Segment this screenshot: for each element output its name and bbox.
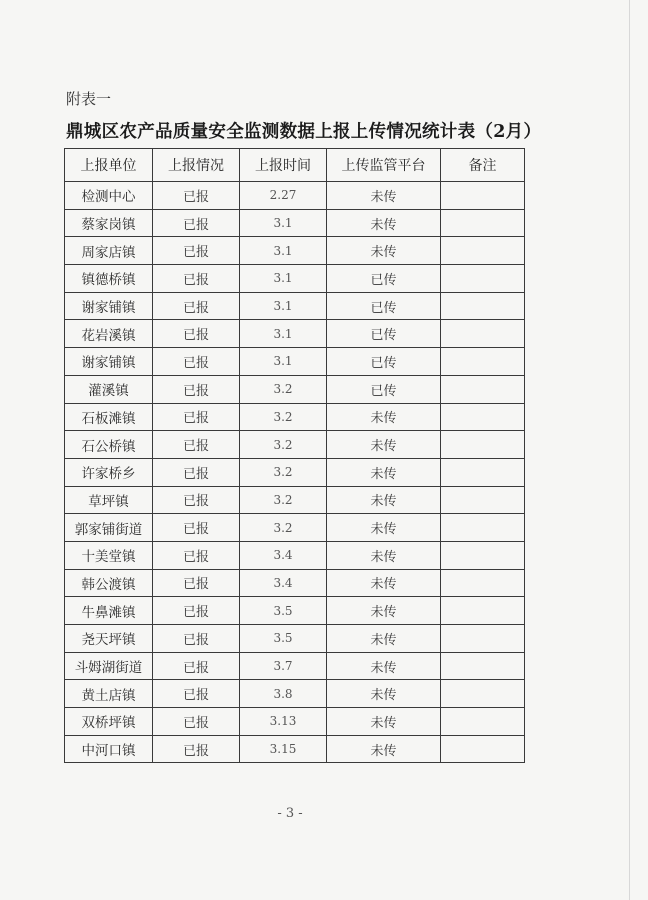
cell-upload-platform: 未传 bbox=[327, 403, 441, 431]
table-row bbox=[65, 569, 525, 597]
cell-upload-platform: 未传 bbox=[327, 735, 441, 763]
cell-report-status: 已报 bbox=[153, 237, 240, 265]
cell-remarks bbox=[441, 652, 525, 680]
cell-report-time: 3.1 bbox=[240, 209, 327, 237]
cell-reporting-unit: 石公桥镇 bbox=[65, 431, 153, 459]
header-report-time: 上报时间 bbox=[240, 149, 327, 182]
cell-reporting-unit: 韩公渡镇 bbox=[65, 569, 153, 597]
cell-report-status: 已报 bbox=[153, 265, 240, 293]
cell-report-time: 3.2 bbox=[240, 458, 327, 486]
cell-report-status: 已报 bbox=[153, 403, 240, 431]
cell-report-status: 已报 bbox=[153, 708, 240, 736]
cell-reporting-unit: 蔡家岗镇 bbox=[65, 209, 153, 237]
cell-report-status: 已报 bbox=[153, 458, 240, 486]
page-number: - 3 - bbox=[277, 806, 303, 821]
cell-report-status: 已报 bbox=[153, 569, 240, 597]
table-row bbox=[65, 597, 525, 625]
table-row bbox=[65, 652, 525, 680]
header-upload-platform: 上传监管平台 bbox=[327, 149, 441, 182]
cell-report-status: 已报 bbox=[153, 652, 240, 680]
cell-remarks bbox=[441, 625, 525, 653]
cell-report-status: 已报 bbox=[153, 182, 240, 210]
cell-reporting-unit: 十美堂镇 bbox=[65, 541, 153, 569]
cell-upload-platform: 未传 bbox=[327, 625, 441, 653]
cell-remarks bbox=[441, 486, 525, 514]
cell-report-status: 已报 bbox=[153, 209, 240, 237]
cell-upload-platform: 未传 bbox=[327, 486, 441, 514]
cell-report-time: 3.5 bbox=[240, 597, 327, 625]
cell-report-time: 3.4 bbox=[240, 541, 327, 569]
header-reporting-unit: 上报单位 bbox=[65, 149, 153, 182]
cell-report-status: 已报 bbox=[153, 486, 240, 514]
cell-report-time: 3.13 bbox=[240, 708, 327, 736]
cell-upload-platform: 已传 bbox=[327, 265, 441, 293]
cell-reporting-unit: 灌溪镇 bbox=[65, 375, 153, 403]
cell-remarks bbox=[441, 680, 525, 708]
cell-report-status: 已报 bbox=[153, 680, 240, 708]
table-row bbox=[65, 514, 525, 542]
cell-remarks bbox=[441, 403, 525, 431]
cell-upload-platform: 未传 bbox=[327, 541, 441, 569]
table-row bbox=[65, 375, 525, 403]
header-report-status: 上报情况 bbox=[153, 149, 240, 182]
table-row bbox=[65, 680, 525, 708]
cell-report-time: 3.1 bbox=[240, 348, 327, 376]
table-row bbox=[65, 403, 525, 431]
cell-reporting-unit: 牛鼻滩镇 bbox=[65, 597, 153, 625]
cell-report-status: 已报 bbox=[153, 348, 240, 376]
cell-remarks bbox=[441, 348, 525, 376]
cell-reporting-unit: 谢家铺镇 bbox=[65, 348, 153, 376]
appendix-label: 附表一 bbox=[66, 90, 112, 108]
cell-remarks bbox=[441, 292, 525, 320]
table-row bbox=[65, 486, 525, 514]
cell-report-time: 3.2 bbox=[240, 403, 327, 431]
cell-report-time: 3.1 bbox=[240, 237, 327, 265]
statistics-table bbox=[64, 148, 525, 763]
table-row bbox=[65, 182, 525, 210]
cell-remarks bbox=[441, 209, 525, 237]
cell-remarks bbox=[441, 541, 525, 569]
cell-upload-platform: 未传 bbox=[327, 237, 441, 265]
cell-report-time: 3.15 bbox=[240, 735, 327, 763]
cell-report-time: 3.7 bbox=[240, 652, 327, 680]
cell-report-time: 3.2 bbox=[240, 375, 327, 403]
table-header-row bbox=[65, 149, 525, 182]
cell-reporting-unit: 双桥坪镇 bbox=[65, 708, 153, 736]
cell-reporting-unit: 花岩溪镇 bbox=[65, 320, 153, 348]
cell-reporting-unit: 中河口镇 bbox=[65, 735, 153, 763]
cell-report-time: 3.2 bbox=[240, 486, 327, 514]
cell-report-status: 已报 bbox=[153, 292, 240, 320]
table-row bbox=[65, 320, 525, 348]
cell-reporting-unit: 尧天坪镇 bbox=[65, 625, 153, 653]
cell-report-time: 3.1 bbox=[240, 292, 327, 320]
cell-reporting-unit: 许家桥乡 bbox=[65, 458, 153, 486]
table-row bbox=[65, 431, 525, 459]
table-row bbox=[65, 708, 525, 736]
cell-report-status: 已报 bbox=[153, 431, 240, 459]
cell-reporting-unit: 郭家铺街道 bbox=[65, 514, 153, 542]
cell-reporting-unit: 镇德桥镇 bbox=[65, 265, 153, 293]
cell-report-status: 已报 bbox=[153, 625, 240, 653]
table-row bbox=[65, 237, 525, 265]
cell-upload-platform: 未传 bbox=[327, 431, 441, 459]
cell-upload-platform: 已传 bbox=[327, 348, 441, 376]
cell-report-status: 已报 bbox=[153, 597, 240, 625]
cell-upload-platform: 未传 bbox=[327, 597, 441, 625]
cell-remarks bbox=[441, 375, 525, 403]
cell-upload-platform: 未传 bbox=[327, 182, 441, 210]
table-row bbox=[65, 735, 525, 763]
cell-upload-platform: 未传 bbox=[327, 680, 441, 708]
cell-remarks bbox=[441, 265, 525, 293]
cell-reporting-unit: 周家店镇 bbox=[65, 237, 153, 265]
cell-report-time: 3.1 bbox=[240, 320, 327, 348]
cell-upload-platform: 未传 bbox=[327, 209, 441, 237]
cell-report-time: 3.2 bbox=[240, 514, 327, 542]
cell-reporting-unit: 检测中心 bbox=[65, 182, 153, 210]
cell-report-time: 3.5 bbox=[240, 625, 327, 653]
table-row bbox=[65, 265, 525, 293]
cell-report-status: 已报 bbox=[153, 514, 240, 542]
cell-remarks bbox=[441, 431, 525, 459]
cell-reporting-unit: 草坪镇 bbox=[65, 486, 153, 514]
cell-upload-platform: 未传 bbox=[327, 708, 441, 736]
cell-remarks bbox=[441, 569, 525, 597]
cell-remarks bbox=[441, 182, 525, 210]
cell-reporting-unit: 石板滩镇 bbox=[65, 403, 153, 431]
cell-upload-platform: 已传 bbox=[327, 375, 441, 403]
table-row bbox=[65, 541, 525, 569]
table-row bbox=[65, 625, 525, 653]
cell-remarks bbox=[441, 237, 525, 265]
cell-remarks bbox=[441, 735, 525, 763]
table-row bbox=[65, 209, 525, 237]
cell-report-time: 2.27 bbox=[240, 182, 327, 210]
scan-edge-line bbox=[629, 0, 630, 900]
cell-remarks bbox=[441, 597, 525, 625]
cell-upload-platform: 未传 bbox=[327, 652, 441, 680]
cell-upload-platform: 已传 bbox=[327, 292, 441, 320]
cell-report-status: 已报 bbox=[153, 375, 240, 403]
cell-reporting-unit: 谢家铺镇 bbox=[65, 292, 153, 320]
cell-report-status: 已报 bbox=[153, 320, 240, 348]
cell-upload-platform: 未传 bbox=[327, 514, 441, 542]
cell-reporting-unit: 斗姆湖街道 bbox=[65, 652, 153, 680]
document-title: 鼎城区农产品质量安全监测数据上报上传情况统计表（2月） bbox=[66, 122, 542, 142]
cell-report-time: 3.4 bbox=[240, 569, 327, 597]
cell-remarks bbox=[441, 708, 525, 736]
cell-remarks bbox=[441, 458, 525, 486]
table-row bbox=[65, 292, 525, 320]
cell-report-time: 3.2 bbox=[240, 431, 327, 459]
cell-report-time: 3.1 bbox=[240, 265, 327, 293]
table-row bbox=[65, 348, 525, 376]
cell-report-time: 3.8 bbox=[240, 680, 327, 708]
cell-upload-platform: 已传 bbox=[327, 320, 441, 348]
cell-remarks bbox=[441, 320, 525, 348]
cell-remarks bbox=[441, 514, 525, 542]
table-body bbox=[65, 182, 525, 763]
cell-reporting-unit: 黄土店镇 bbox=[65, 680, 153, 708]
cell-upload-platform: 未传 bbox=[327, 458, 441, 486]
cell-report-status: 已报 bbox=[153, 541, 240, 569]
cell-report-status: 已报 bbox=[153, 735, 240, 763]
cell-upload-platform: 未传 bbox=[327, 569, 441, 597]
header-remarks: 备注 bbox=[441, 149, 525, 182]
table-row bbox=[65, 458, 525, 486]
